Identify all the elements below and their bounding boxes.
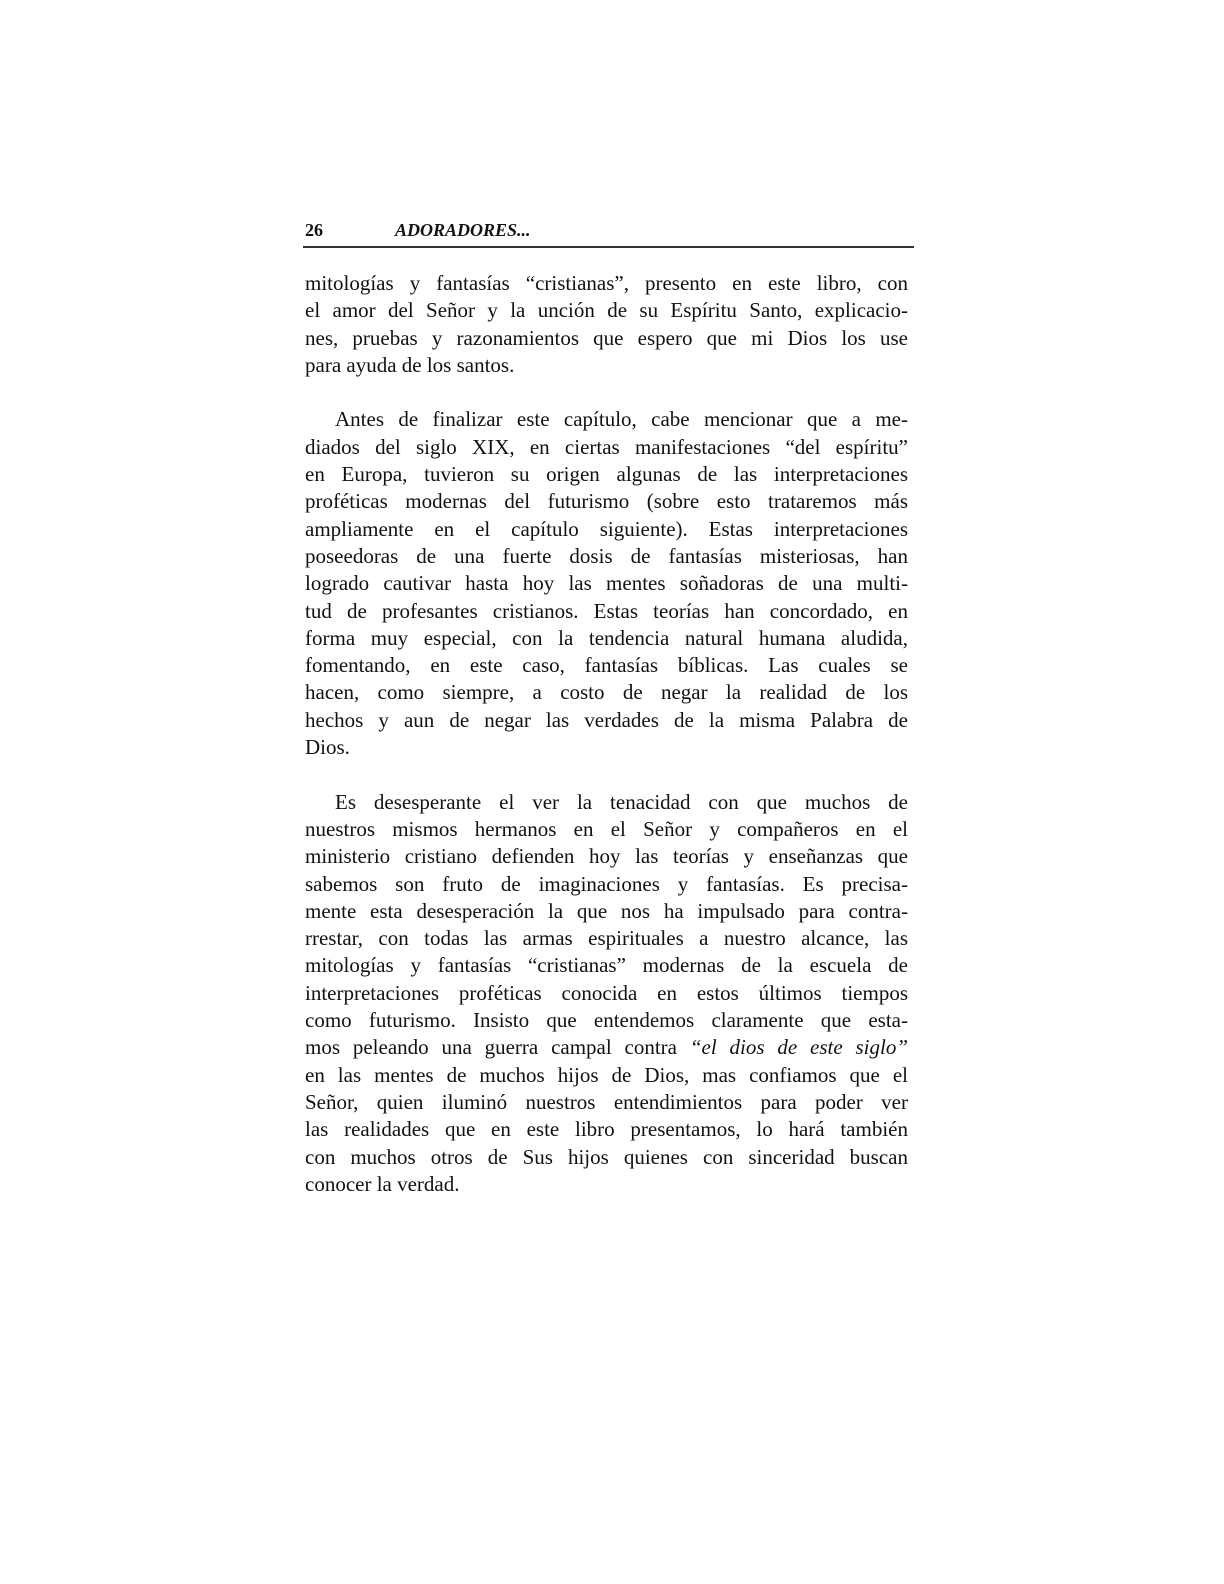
running-title: ADORADORES... bbox=[395, 220, 531, 240]
line-text: como futurismo. Insisto que entendemos claramente que esta- bbox=[305, 1008, 908, 1033]
line-text: forma muy especial, con la tendencia natural humana aludida, bbox=[305, 625, 908, 650]
text-line bbox=[305, 461, 908, 488]
page-number: 26 bbox=[305, 220, 323, 240]
line-text: las realidades que en este libro presentamos, lo hará también bbox=[305, 1117, 908, 1142]
line-text: conocer la verdad. bbox=[305, 1171, 460, 1196]
text-line bbox=[305, 925, 908, 952]
text-line bbox=[305, 270, 908, 297]
paragraph bbox=[305, 270, 908, 379]
text-line bbox=[305, 898, 908, 925]
line-text: mos peleando una guerra campal contra bbox=[305, 1035, 690, 1060]
paragraph-gap bbox=[305, 761, 908, 788]
text-line bbox=[305, 652, 908, 679]
line-text: Señor, quien iluminó nuestros entendimientos para poder ver bbox=[305, 1089, 908, 1114]
line-text: el amor del Señor y la unción de su Espíritu Santo, explicacio- bbox=[305, 298, 908, 323]
line-text: fomentando, en este caso, fantasías bíblicas. Las cuales se bbox=[305, 653, 908, 678]
text-line bbox=[305, 952, 908, 979]
line-text: mitologías y fantasías “cristianas”, presento en este libro, con bbox=[305, 271, 908, 295]
line-text: hacen, como siempre, a costo de negar la realidad de los bbox=[305, 680, 908, 705]
text-line bbox=[305, 980, 908, 1007]
line-text: poseedoras de una fuerte dosis de fantasías misteriosas, han bbox=[305, 543, 908, 568]
text-line bbox=[305, 297, 908, 324]
line-text: sabemos son fruto de imaginaciones y fantasías. Es precisa- bbox=[305, 871, 908, 896]
line-text: ampliamente en el capítulo siguiente). Estas interpretaciones bbox=[305, 516, 908, 541]
line-text: mitologías y fantasías “cristianas” modernas de la escuela de bbox=[305, 953, 908, 978]
text-line bbox=[305, 789, 908, 816]
line-text: diados del siglo XIX, en ciertas manifestaciones “del espíritu” bbox=[305, 434, 908, 459]
line-text: para ayuda de los santos. bbox=[305, 352, 515, 377]
text-line bbox=[305, 325, 908, 352]
text-line bbox=[305, 843, 908, 870]
text-line bbox=[305, 871, 908, 898]
line-text: Dios. bbox=[305, 735, 350, 760]
text-line bbox=[305, 1144, 908, 1171]
text-line bbox=[305, 734, 908, 761]
line-text: proféticas modernas del futurismo (sobre esto trataremos más bbox=[305, 489, 908, 514]
line-text: Es desesperante el ver la tenacidad con que muchos de bbox=[335, 789, 908, 814]
line-text: en las mentes de muchos hijos de Dios, mas confiamos que el bbox=[305, 1062, 908, 1087]
text-line bbox=[305, 1034, 908, 1061]
text-line bbox=[305, 488, 908, 515]
text-line bbox=[305, 352, 908, 379]
body-text bbox=[305, 270, 908, 1198]
running-header bbox=[305, 220, 914, 246]
text-line bbox=[305, 816, 908, 843]
line-text: tud de profesantes cristianos. Estas teorías han concordado, en bbox=[305, 598, 908, 623]
line-text: rrestar, con todas las armas espirituales a nuestro alcance, las bbox=[305, 926, 908, 951]
text-line bbox=[305, 625, 908, 652]
line-text: nes, pruebas y razonamientos que espero que mi Dios los use bbox=[305, 325, 908, 350]
italic-quote: “el dios de este siglo” bbox=[689, 1035, 908, 1060]
text-line bbox=[305, 707, 908, 734]
text-line bbox=[305, 1007, 908, 1034]
line-text: logrado cautivar hasta hoy las mentes soñadoras de una multi- bbox=[305, 571, 908, 596]
paragraph bbox=[305, 789, 908, 1198]
line-text: en Europa, tuvieron su origen algunas de las interpretaciones bbox=[305, 462, 908, 487]
text-line bbox=[305, 1089, 908, 1116]
line-text: interpretaciones proféticas conocida en estos últimos tiempos bbox=[305, 980, 908, 1005]
text-line bbox=[305, 598, 908, 625]
text-line bbox=[305, 543, 908, 570]
text-line bbox=[305, 406, 908, 433]
line-text: Antes de finalizar este capítulo, cabe mencionar que a me- bbox=[335, 407, 908, 432]
text-line bbox=[305, 516, 908, 543]
text-line bbox=[305, 570, 908, 597]
text-line bbox=[305, 1171, 908, 1198]
header-rule bbox=[303, 246, 914, 248]
line-text: mente esta desesperación la que nos ha impulsado para contra- bbox=[305, 898, 908, 923]
text-line bbox=[305, 679, 908, 706]
line-text: nuestros mismos hermanos en el Señor y compañeros en el bbox=[305, 816, 908, 841]
line-text: hechos y aun de negar las verdades de la misma Palabra de bbox=[305, 707, 908, 732]
paragraph bbox=[305, 406, 908, 761]
paragraph-gap bbox=[305, 379, 908, 406]
text-line bbox=[305, 1062, 908, 1089]
text-line bbox=[305, 1116, 908, 1143]
line-text: ministerio cristiano defienden hoy las teorías y enseñanzas que bbox=[305, 844, 908, 869]
line-text: con muchos otros de Sus hijos quienes con sinceridad buscan bbox=[305, 1144, 908, 1169]
text-line bbox=[305, 434, 908, 461]
